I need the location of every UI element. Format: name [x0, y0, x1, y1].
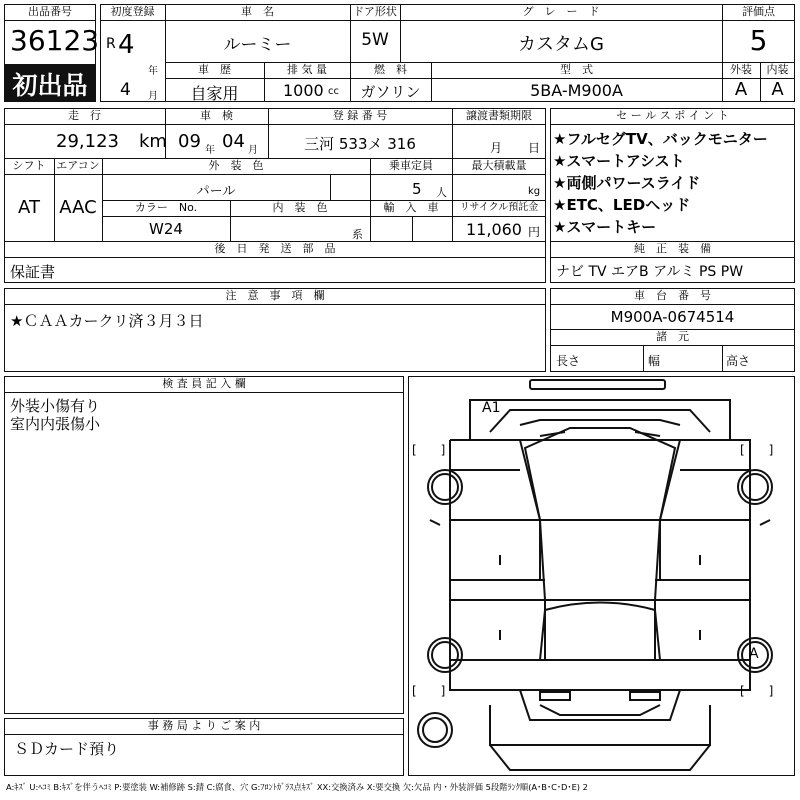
wheel-front-right — [738, 470, 772, 504]
score: 5 — [749, 24, 768, 57]
era-mark: R — [106, 36, 116, 52]
model-code-label: 型 式 — [560, 63, 593, 76]
equipment-value: ナビ TV エアB アルミ PS PW — [556, 264, 744, 280]
office-value: ＳＤカード預り — [14, 740, 120, 758]
mileage-label: 走 行 — [68, 109, 101, 122]
month-unit: 月 — [148, 91, 158, 102]
rear-glass — [540, 603, 660, 661]
inspection-year-unit: 年 — [205, 145, 215, 156]
door-type: 5W — [361, 30, 389, 50]
car-name: ルーミー — [223, 35, 292, 55]
int-color-label: 内 装 色 — [272, 201, 328, 214]
right-front-door — [660, 520, 750, 580]
wheel-front-left — [428, 470, 462, 504]
grade: カスタムG — [518, 34, 604, 55]
shift: AT — [18, 197, 40, 218]
sales-point-item: ★ETC、LEDヘッド — [553, 196, 691, 214]
inspection-month: 04 — [222, 131, 245, 152]
sales-point-item: ★スマートキー — [553, 218, 657, 236]
body-outline — [450, 440, 750, 690]
transfer-day-unit: 日 — [528, 141, 541, 155]
rear-plate — [540, 692, 570, 700]
grade-label: グ レ ー ド — [522, 5, 600, 18]
notes-label: 注 意 事 項 欄 — [225, 289, 325, 302]
inspector-note: 室内内張傷小 — [10, 415, 101, 433]
later-parts-label: 後 日 発 送 部 品 — [214, 242, 336, 255]
capacity-unit: 人 — [436, 186, 447, 199]
sales-point-item: ★フルセグTV、バックモニター — [553, 130, 768, 148]
wheel-rear-left — [428, 638, 462, 672]
capacity-label: 乗車定員 — [389, 159, 433, 172]
left-front-door — [450, 520, 540, 580]
damage-mark-a1: A1 — [482, 400, 501, 416]
bracket-left-lower: [ ] — [412, 684, 446, 698]
chassis-label: 車 台 番 号 — [634, 289, 711, 302]
rear-bumper — [490, 705, 710, 745]
width-label: 幅 — [648, 354, 661, 368]
exterior-label: 外装 — [730, 63, 752, 76]
inspection-year: 09 — [178, 131, 201, 152]
later-parts-value: 保証書 — [10, 263, 56, 281]
recycle-unit: 円 — [528, 225, 541, 239]
color-no: W24 — [149, 220, 183, 238]
roof — [540, 520, 660, 600]
displacement: 1000 — [283, 81, 324, 100]
ext-color: パール — [196, 184, 236, 199]
plate-number: 三河 533メ 316 — [304, 135, 416, 153]
notes-value: ★ＣＡＡカークリ済３月３日 — [10, 312, 204, 330]
ac-label: エアコン — [56, 159, 100, 172]
office-label: 事 務 局 よ り ご 案 内 — [147, 719, 261, 732]
max-load-label: 最大積載量 — [471, 159, 527, 172]
first-listing-label: 初出品 — [12, 71, 88, 100]
inspection-label: 車 検 — [200, 109, 233, 122]
inspector-note: 外装小傷有り — [10, 397, 101, 415]
shift-label: シフト — [12, 159, 46, 172]
transfer-month-unit: 月 — [490, 141, 503, 155]
sales-point-item: ★両側パワースライド — [553, 174, 701, 192]
ac: AAC — [59, 197, 97, 218]
color-no-label: カラー No. — [134, 201, 198, 214]
interior-label: 内装 — [766, 63, 789, 76]
transfer-deadline-label: 譲渡書類期限 — [466, 109, 532, 122]
length-label: 長さ — [556, 354, 581, 368]
fuel-label: 燃 料 — [374, 63, 407, 76]
chassis-number: M900A-0674514 — [610, 308, 735, 326]
interior-grade: A — [771, 79, 784, 100]
damage-legend: A:ｷｽﾞ U:ﾍｺﾐ B:ｷｽﾞを伴うﾍｺﾐ P:要塗装 W:補修跡 S:錆 C:腐食、穴 G:ﾌﾛﾝﾄｶﾞﾗｽ点ｷｽﾞ XX:交換済み X:要交換 欠:欠品 内・外装評価 5段階ﾗﾝｸ順(A･B･C･D･E) 2 — [6, 782, 588, 792]
fuel: ガソリン — [360, 83, 421, 101]
first-reg-year: 4 — [118, 30, 135, 60]
first-reg-label: 初度登録 — [110, 5, 155, 18]
front-bumper-bar — [530, 380, 665, 389]
displacement-label: 排 気 量 — [287, 63, 327, 76]
equipment-label: 純 正 装 備 — [634, 242, 711, 255]
sales-points-label: セ ー ル ス ポ イ ン ト — [616, 109, 729, 122]
bracket-right-upper: [ ] — [740, 443, 774, 457]
import-label: 輸 入 車 — [383, 201, 439, 214]
plate-label: 登 録 番 号 — [332, 109, 388, 122]
damage-mark-a: A — [749, 646, 759, 662]
hood — [525, 428, 675, 520]
inspector-label: 検 査 員 記 入 欄 — [162, 377, 246, 390]
ext-color-label: 外 装 色 — [208, 159, 264, 172]
bracket-left-upper: [ ] — [412, 443, 446, 457]
bracket-right-lower: [ ] — [740, 684, 774, 698]
history: 自家用 — [190, 84, 239, 103]
dimensions-label: 諸 元 — [656, 330, 689, 343]
max-load-unit: kg — [528, 186, 541, 197]
left-rear-door — [450, 600, 545, 660]
sales-point-item: ★スマートアシスト — [553, 152, 685, 170]
recycle-fee: 11,060 — [466, 220, 522, 239]
mileage: 29,123 — [56, 131, 119, 152]
height-label: 高さ — [726, 354, 751, 368]
mileage-unit: km — [139, 131, 167, 152]
model-code: 5BA-M900A — [530, 81, 623, 100]
exterior-grade: A — [734, 79, 748, 100]
history-label: 車 歴 — [198, 63, 231, 76]
displacement-unit: cc — [328, 86, 339, 97]
capacity: 5 — [412, 180, 422, 198]
score-label: 評価点 — [742, 5, 775, 18]
right-rear-door — [655, 600, 750, 660]
lot-number: 36123 — [10, 24, 100, 57]
recycle-label: リサイクル預託金 — [459, 202, 539, 213]
lot-number-label: 出品番号 — [28, 5, 72, 18]
inspection-month-unit: 月 — [248, 145, 258, 156]
door-label: ドア形状 — [353, 5, 397, 18]
int-color-unit: 系 — [352, 228, 363, 241]
first-reg-month: 4 — [120, 80, 131, 100]
car-name-label: 車 名 — [241, 5, 274, 18]
year-unit: 年 — [148, 66, 158, 77]
